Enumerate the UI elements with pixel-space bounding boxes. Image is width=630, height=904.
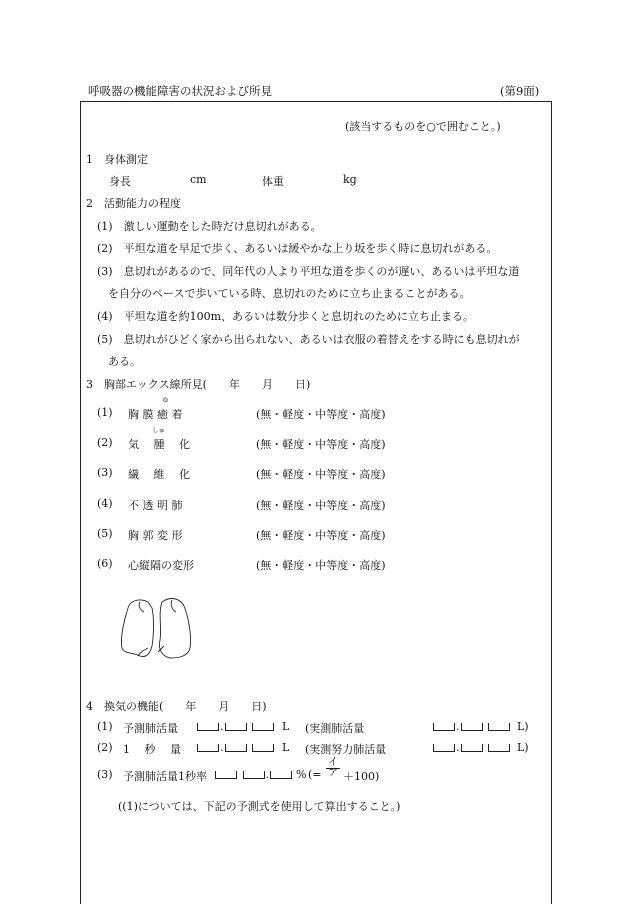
xray-severity-options: (無・軽度・中等度・高度) xyxy=(256,408,386,421)
predicted-vc-label: 予測肺活量 xyxy=(123,722,178,735)
xray-severity-options: (無・軽度・中等度・高度) xyxy=(256,438,386,451)
predicted-ratio-unit: % xyxy=(296,768,307,781)
xray-item-num: (4) xyxy=(97,497,113,510)
height-unit: cm xyxy=(190,173,207,186)
xray-item-num: (1) xyxy=(97,406,113,419)
activity-item-2: (2) 平坦な道を早足で歩く、あるいは緩やかな上り坂を歩く時に息切れがある。 xyxy=(97,242,498,255)
lung-apex-lines xyxy=(139,600,176,612)
activity-item-5-cont: ある。 xyxy=(108,355,141,368)
xray-severity-options: (無・軽度・中等度・高度) xyxy=(256,559,386,572)
height-label: 身長 xyxy=(109,175,131,188)
xray-item-label: 胸 郭 変 形 xyxy=(128,529,183,542)
xray-item-label: 繊 維 化 xyxy=(128,468,190,481)
section-3-heading: 3 胸部エックス線所見( 年 月 日) xyxy=(86,378,311,391)
xray-item-label: 不 透 明 肺 xyxy=(128,499,183,512)
fev1-field[interactable]: . xyxy=(196,741,275,754)
calculation-note: ((1)については、下記の予測式を使用して算出すること。) xyxy=(118,800,401,813)
measured-vc-label: (実測肺活量 xyxy=(305,722,365,735)
measured-vc-field[interactable]: . xyxy=(432,720,511,733)
right-lung-outline xyxy=(121,600,153,657)
measured-fvc-field[interactable]: . xyxy=(432,741,511,754)
ratio-formula-close: ＋100) xyxy=(343,770,380,783)
fraction-numerator: イ xyxy=(328,757,338,768)
ratio-formula-open: (= xyxy=(308,768,322,781)
activity-item-4: (4) 平坦な道を約100m、あるいは数分歩くと息切れのために立ち止まる。 xyxy=(97,310,475,323)
xray-item-label: 胸 膜 癒 着 ゆ xyxy=(128,396,183,421)
section-1-heading: 1 身体測定 xyxy=(86,153,148,166)
fev1-unit: L xyxy=(282,741,290,754)
fev1-label: 1 秒 量 xyxy=(123,743,181,756)
weight-unit: kg xyxy=(343,173,357,186)
predicted-vc-field[interactable]: . xyxy=(196,720,275,733)
page-label: (第9面) xyxy=(500,84,540,98)
xray-item-num: (2) xyxy=(97,436,113,449)
xray-item-num: (6) xyxy=(97,557,113,570)
lung-diagram xyxy=(118,594,196,666)
instruction: (該当するものを○で囲むこと。) xyxy=(345,120,501,133)
left-lung-outline xyxy=(159,599,190,658)
ratio-fraction xyxy=(326,758,340,779)
xray-item-label: 気 腫 化 しゅ xyxy=(128,426,190,451)
fev1-row-num: (2) xyxy=(97,741,113,754)
vc-row-num: (1) xyxy=(97,720,113,733)
activity-item-5: (5) 息切れがひどく家から出られない、あるいは衣服の着替えをする時にも息切れが xyxy=(97,333,520,346)
xray-severity-options: (無・軽度・中等度・高度) xyxy=(256,468,386,481)
weight-label: 体重 xyxy=(262,175,284,188)
activity-item-3: (3) 息切れがあるので、同年代の人より平坦な道を歩くのが遅い、あるいは平坦な道 xyxy=(97,265,520,278)
xray-severity-options: (無・軽度・中等度・高度) xyxy=(256,529,386,542)
predicted-ratio-field[interactable]: . xyxy=(214,768,293,781)
xray-item-num: (3) xyxy=(97,466,113,479)
activity-item-1: (1) 激しい運動をした時だけ息切れがある。 xyxy=(97,220,322,233)
predicted-ratio-label: 予測肺活量1秒率 xyxy=(123,770,207,783)
fraction-denominator: ア xyxy=(328,768,338,779)
predicted-vc-unit: L xyxy=(282,720,290,733)
section-4-heading: 4 換気の機能( 年 月 日) xyxy=(86,700,267,713)
ruby-text: ゆ xyxy=(162,396,169,404)
measured-vc-unit: L) xyxy=(517,720,529,733)
measured-fvc-unit: L) xyxy=(517,741,529,754)
section-2-heading: 2 活動能力の程度 xyxy=(86,197,181,210)
xray-item-label: 心縦隔の変形 xyxy=(128,559,194,572)
ratio-row-num: (3) xyxy=(97,768,113,781)
measured-fvc-label: (実測努力肺活量 xyxy=(305,743,387,756)
xray-severity-options: (無・軽度・中等度・高度) xyxy=(256,499,386,512)
xray-item-num: (5) xyxy=(97,527,113,540)
activity-item-3-cont: を自分のペースで歩いている時、息切れのために立ち止まることがある。 xyxy=(108,287,471,300)
ruby-text: しゅ xyxy=(152,426,165,434)
form-title: 呼吸器の機能障害の状況および所見 xyxy=(88,84,272,98)
